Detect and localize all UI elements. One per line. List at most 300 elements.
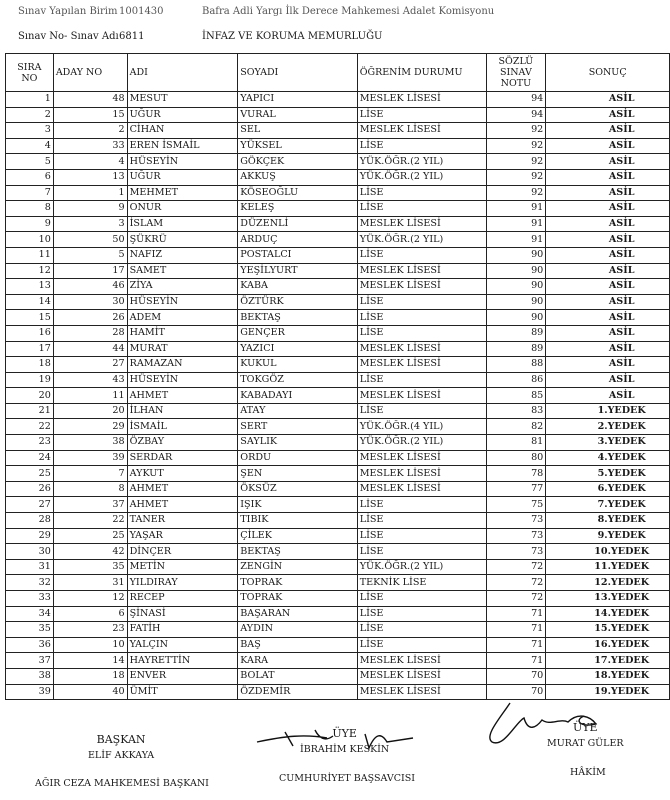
cell-aday-no: 40 (53, 684, 127, 700)
cell-ogrenim-durumu: MESLEK LİSESİ (357, 123, 486, 139)
col-ogrenim-durumu: ÖĞRENİM DURUMU (357, 54, 486, 92)
cell-sozlu-sinav-notu: 83 (486, 403, 546, 419)
table-row (6, 668, 670, 684)
cell-soyadi: ÖZTÜRK (238, 294, 357, 310)
cell-sira-no: 26 (6, 481, 54, 497)
table-header-row (6, 54, 670, 92)
table-row (6, 591, 670, 607)
cell-ogrenim-durumu: LİSE (357, 403, 486, 419)
cell-sonuc: 16.YEDEK (546, 637, 670, 653)
cell-adi: İSMAİL (127, 419, 238, 435)
cell-sozlu-sinav-notu: 90 (486, 294, 546, 310)
signature-block-uye1 (300, 727, 389, 755)
cell-ogrenim-durumu: LİSE (357, 325, 486, 341)
cell-sozlu-sinav-notu: 78 (486, 466, 546, 482)
cell-ogrenim-durumu: MESLEK LİSESİ (357, 466, 486, 482)
cell-sira-no: 12 (6, 263, 54, 279)
cell-sira-no: 35 (6, 622, 54, 638)
cell-aday-no: 22 (53, 513, 127, 529)
cell-aday-no: 7 (53, 466, 127, 482)
cell-aday-no: 11 (53, 388, 127, 404)
cell-ogrenim-durumu: LİSE (357, 107, 486, 123)
cell-adi: MURAT (127, 341, 238, 357)
cell-ogrenim-durumu: MESLEK LİSESİ (357, 388, 486, 404)
cell-sozlu-sinav-notu: 80 (486, 450, 546, 466)
table-row (6, 310, 670, 326)
cell-aday-no: 20 (53, 403, 127, 419)
table-row (6, 497, 670, 513)
cell-aday-no: 6 (53, 606, 127, 622)
cell-sonuc: ASİL (546, 263, 670, 279)
cell-aday-no: 25 (53, 528, 127, 544)
cell-sonuc: 2.YEDEK (546, 419, 670, 435)
cell-aday-no: 18 (53, 668, 127, 684)
cell-soyadi: ZENGİN (238, 559, 357, 575)
cell-aday-no: 27 (53, 357, 127, 373)
cell-soyadi: ŞEN (238, 466, 357, 482)
cell-sonuc: 11.YEDEK (546, 559, 670, 575)
cell-ogrenim-durumu: YÜK.ÖĞR.(2 YIL) (357, 559, 486, 575)
cell-sozlu-sinav-notu: 72 (486, 559, 546, 575)
cell-sira-no: 27 (6, 497, 54, 513)
cell-adi: AYKUT (127, 466, 238, 482)
table-row (6, 419, 670, 435)
cell-sira-no: 15 (6, 310, 54, 326)
cell-aday-no: 23 (53, 622, 127, 638)
table-row (6, 263, 670, 279)
cell-sira-no: 37 (6, 653, 54, 669)
cell-sozlu-sinav-notu: 90 (486, 310, 546, 326)
cell-ogrenim-durumu: LİSE (357, 247, 486, 263)
cell-sozlu-sinav-notu: 71 (486, 606, 546, 622)
cell-adi: YILDIRAY (127, 575, 238, 591)
cell-sonuc: 13.YEDEK (546, 591, 670, 607)
cell-adi: AHMET (127, 481, 238, 497)
cell-sira-no: 31 (6, 559, 54, 575)
table-row (6, 637, 670, 653)
cell-adi: HÜSEYİN (127, 154, 238, 170)
cell-sonuc: ASİL (546, 201, 670, 217)
cell-adi: ONUR (127, 201, 238, 217)
cell-soyadi: BOLAT (238, 668, 357, 684)
cell-sira-no: 21 (6, 403, 54, 419)
col-soyadi: SOYADI (238, 54, 357, 92)
cell-sira-no: 8 (6, 201, 54, 217)
table-row (6, 325, 670, 341)
cell-ogrenim-durumu: MESLEK LİSESİ (357, 684, 486, 700)
table-row (6, 513, 670, 529)
cell-sira-no: 4 (6, 138, 54, 154)
cell-aday-no: 3 (53, 216, 127, 232)
cell-adi: HÜSEYİN (127, 372, 238, 388)
cell-ogrenim-durumu: LİSE (357, 201, 486, 217)
cell-adi: SERDAR (127, 450, 238, 466)
cell-ogrenim-durumu: YÜK.ÖĞR.(2 YIL) (357, 435, 486, 451)
cell-sonuc: ASİL (546, 185, 670, 201)
cell-ogrenim-durumu: YÜK.ÖĞR.(2 YIL) (357, 169, 486, 185)
cell-soyadi: ORDU (238, 450, 357, 466)
cell-aday-no: 8 (53, 481, 127, 497)
cell-sozlu-sinav-notu: 90 (486, 247, 546, 263)
cell-soyadi: GÖKÇEK (238, 154, 357, 170)
cell-ogrenim-durumu: LİSE (357, 528, 486, 544)
col-sozlu-sinav-notu: SÖZLÜ SINAV NOTU (486, 54, 546, 92)
cell-aday-no: 38 (53, 435, 127, 451)
cell-adi: UĞUR (127, 107, 238, 123)
cell-sira-no: 36 (6, 637, 54, 653)
cell-adi: UĞUR (127, 169, 238, 185)
baskan-title: AĞIR CEZA MAHKEMESİ BAŞKANI (35, 778, 209, 789)
cell-ogrenim-durumu: MESLEK LİSESİ (357, 341, 486, 357)
cell-adi: NAFIZ (127, 247, 238, 263)
cell-sonuc: ASİL (546, 279, 670, 295)
cell-ogrenim-durumu: MESLEK LİSESİ (357, 450, 486, 466)
cell-sozlu-sinav-notu: 81 (486, 435, 546, 451)
table-row (6, 216, 670, 232)
cell-sozlu-sinav-notu: 72 (486, 591, 546, 607)
cell-ogrenim-durumu: LİSE (357, 637, 486, 653)
cell-sira-no: 32 (6, 575, 54, 591)
cell-sozlu-sinav-notu: 94 (486, 107, 546, 123)
cell-adi: ÖZBAY (127, 435, 238, 451)
cell-adi: AHMET (127, 388, 238, 404)
cell-adi: DİNÇER (127, 544, 238, 560)
cell-soyadi: DÜZENLİ (238, 216, 357, 232)
cell-aday-no: 9 (53, 201, 127, 217)
cell-sozlu-sinav-notu: 91 (486, 201, 546, 217)
baskan-role: BAŞKAN (96, 733, 146, 746)
cell-aday-no: 35 (53, 559, 127, 575)
cell-aday-no: 46 (53, 279, 127, 295)
cell-sonuc: 19.YEDEK (546, 684, 670, 700)
table-row (6, 559, 670, 575)
cell-sozlu-sinav-notu: 73 (486, 544, 546, 560)
cell-sozlu-sinav-notu: 94 (486, 92, 546, 108)
cell-aday-no: 42 (53, 544, 127, 560)
cell-ogrenim-durumu: LİSE (357, 622, 486, 638)
cell-soyadi: KARA (238, 653, 357, 669)
cell-soyadi: BEKTAŞ (238, 544, 357, 560)
cell-sozlu-sinav-notu: 92 (486, 169, 546, 185)
uye2-role: ÜYE (573, 721, 598, 734)
cell-adi: CİHAN (127, 123, 238, 139)
table-row (6, 388, 670, 404)
cell-sonuc: ASİL (546, 232, 670, 248)
cell-adi: ŞÜKRÜ (127, 232, 238, 248)
cell-sira-no: 23 (6, 435, 54, 451)
table-row (6, 341, 670, 357)
cell-soyadi: KUKUL (238, 357, 357, 373)
exam-name: İNFAZ VE KORUMA MEMURLUĞU (202, 31, 383, 42)
cell-sonuc: ASİL (546, 92, 670, 108)
cell-soyadi: YÜKSEL (238, 138, 357, 154)
cell-sozlu-sinav-notu: 73 (486, 528, 546, 544)
cell-soyadi: TOPRAK (238, 575, 357, 591)
cell-sozlu-sinav-notu: 91 (486, 232, 546, 248)
table-row (6, 653, 670, 669)
cell-sira-no: 25 (6, 466, 54, 482)
cell-adi: ÜMİT (127, 684, 238, 700)
cell-sira-no: 13 (6, 279, 54, 295)
cell-sonuc: ASİL (546, 357, 670, 373)
cell-sira-no: 22 (6, 419, 54, 435)
cell-sira-no: 39 (6, 684, 54, 700)
cell-soyadi: KELEŞ (238, 201, 357, 217)
cell-sira-no: 7 (6, 185, 54, 201)
cell-ogrenim-durumu: LİSE (357, 591, 486, 607)
cell-sira-no: 16 (6, 325, 54, 341)
cell-sonuc: ASİL (546, 388, 670, 404)
cell-soyadi: ARDUÇ (238, 232, 357, 248)
cell-sonuc: 10.YEDEK (546, 544, 670, 560)
cell-sozlu-sinav-notu: 89 (486, 341, 546, 357)
cell-aday-no: 43 (53, 372, 127, 388)
cell-sonuc: 9.YEDEK (546, 528, 670, 544)
cell-ogrenim-durumu: MESLEK LİSESİ (357, 92, 486, 108)
cell-adi: RECEP (127, 591, 238, 607)
table-row (6, 372, 670, 388)
cell-sira-no: 24 (6, 450, 54, 466)
baskan-name: ELİF AKKAYA (88, 750, 155, 761)
cell-sonuc: ASİL (546, 123, 670, 139)
cell-aday-no: 29 (53, 419, 127, 435)
cell-aday-no: 14 (53, 653, 127, 669)
cell-sonuc: ASİL (546, 138, 670, 154)
cell-adi: HAYRETTİN (127, 653, 238, 669)
cell-sira-no: 1 (6, 92, 54, 108)
cell-ogrenim-durumu: LİSE (357, 497, 486, 513)
cell-soyadi: ÖZDEMİR (238, 684, 357, 700)
cell-adi: YALÇIN (127, 637, 238, 653)
cell-aday-no: 5 (53, 247, 127, 263)
cell-sozlu-sinav-notu: 73 (486, 513, 546, 529)
cell-aday-no: 15 (53, 107, 127, 123)
cell-aday-no: 2 (53, 123, 127, 139)
exam-code: 6811 (119, 31, 145, 42)
cell-sonuc: 5.YEDEK (546, 466, 670, 482)
table-row (6, 435, 670, 451)
cell-sonuc: 4.YEDEK (546, 450, 670, 466)
cell-soyadi: YAZICI (238, 341, 357, 357)
cell-soyadi: YAPICI (238, 92, 357, 108)
cell-sira-no: 10 (6, 232, 54, 248)
cell-adi: ENVER (127, 668, 238, 684)
cell-adi: MEHMET (127, 185, 238, 201)
cell-aday-no: 39 (53, 450, 127, 466)
cell-ogrenim-durumu: MESLEK LİSESİ (357, 279, 486, 295)
cell-ogrenim-durumu: LİSE (357, 185, 486, 201)
col-aday-no: ADAY NO (53, 54, 127, 92)
cell-soyadi: TOPRAK (238, 591, 357, 607)
uye1-role: ÜYE (332, 727, 357, 740)
uye1-title: CUMHURİYET BAŞSAVCISI (279, 773, 415, 784)
cell-soyadi: SAYLIK (238, 435, 357, 451)
cell-adi: METİN (127, 559, 238, 575)
cell-sonuc: ASİL (546, 372, 670, 388)
cell-soyadi: YEŞİLYURT (238, 263, 357, 279)
cell-sozlu-sinav-notu: 92 (486, 185, 546, 201)
table-row (6, 123, 670, 139)
cell-sonuc: ASİL (546, 341, 670, 357)
table-row (6, 201, 670, 217)
cell-sira-no: 17 (6, 341, 54, 357)
cell-adi: AHMET (127, 497, 238, 513)
cell-sonuc: ASİL (546, 325, 670, 341)
cell-adi: ADEM (127, 310, 238, 326)
cell-sira-no: 28 (6, 513, 54, 529)
cell-adi: YAŞAR (127, 528, 238, 544)
cell-sira-no: 5 (6, 154, 54, 170)
cell-soyadi: GENÇER (238, 325, 357, 341)
cell-sozlu-sinav-notu: 70 (486, 668, 546, 684)
cell-sozlu-sinav-notu: 92 (486, 138, 546, 154)
unit-code: 1001430 (119, 6, 164, 17)
cell-adi: HÜSEYİN (127, 294, 238, 310)
cell-sonuc: 12.YEDEK (546, 575, 670, 591)
table-row (6, 169, 670, 185)
cell-sira-no: 18 (6, 357, 54, 373)
cell-soyadi: SERT (238, 419, 357, 435)
cell-sira-no: 2 (6, 107, 54, 123)
signature-block-uye2 (547, 721, 624, 749)
table-row (6, 138, 670, 154)
cell-ogrenim-durumu: MESLEK LİSESİ (357, 481, 486, 497)
cell-ogrenim-durumu: MESLEK LİSESİ (357, 357, 486, 373)
cell-aday-no: 28 (53, 325, 127, 341)
cell-sozlu-sinav-notu: 82 (486, 419, 546, 435)
cell-sozlu-sinav-notu: 92 (486, 123, 546, 139)
cell-aday-no: 31 (53, 575, 127, 591)
cell-soyadi: VURAL (238, 107, 357, 123)
cell-sozlu-sinav-notu: 89 (486, 325, 546, 341)
cell-sozlu-sinav-notu: 77 (486, 481, 546, 497)
table-row (6, 481, 670, 497)
cell-sonuc: 14.YEDEK (546, 606, 670, 622)
cell-soyadi: KABADAYI (238, 388, 357, 404)
cell-aday-no: 33 (53, 138, 127, 154)
cell-soyadi: AYDIN (238, 622, 357, 638)
table-row (6, 606, 670, 622)
cell-ogrenim-durumu: MESLEK LİSESİ (357, 216, 486, 232)
cell-sozlu-sinav-notu: 72 (486, 575, 546, 591)
cell-ogrenim-durumu: YÜK.ÖĞR.(2 YIL) (357, 232, 486, 248)
cell-sira-no: 9 (6, 216, 54, 232)
cell-adi: ŞİNASİ (127, 606, 238, 622)
cell-aday-no: 26 (53, 310, 127, 326)
cell-ogrenim-durumu: YÜK.ÖĞR.(4 YIL) (357, 419, 486, 435)
table-row (6, 247, 670, 263)
cell-sonuc: 6.YEDEK (546, 481, 670, 497)
col-sonuc: SONUÇ (546, 54, 670, 92)
cell-sonuc: ASİL (546, 216, 670, 232)
table-row (6, 279, 670, 295)
cell-ogrenim-durumu: LİSE (357, 513, 486, 529)
cell-sozlu-sinav-notu: 75 (486, 497, 546, 513)
cell-sira-no: 20 (6, 388, 54, 404)
cell-soyadi: POSTALCI (238, 247, 357, 263)
cell-adi: HAMİT (127, 325, 238, 341)
table-row (6, 92, 670, 108)
cell-sonuc: 8.YEDEK (546, 513, 670, 529)
cell-adi: EREN İSMAİL (127, 138, 238, 154)
cell-adi: ZİYA (127, 279, 238, 295)
cell-sira-no: 33 (6, 591, 54, 607)
cell-sozlu-sinav-notu: 88 (486, 357, 546, 373)
cell-sonuc: ASİL (546, 154, 670, 170)
cell-soyadi: BEKTAŞ (238, 310, 357, 326)
cell-soyadi: ÇİLEK (238, 528, 357, 544)
cell-aday-no: 1 (53, 185, 127, 201)
cell-sira-no: 11 (6, 247, 54, 263)
cell-soyadi: BAŞARAN (238, 606, 357, 622)
cell-sonuc: 18.YEDEK (546, 668, 670, 684)
cell-aday-no: 50 (53, 232, 127, 248)
cell-ogrenim-durumu: LİSE (357, 544, 486, 560)
cell-sozlu-sinav-notu: 71 (486, 653, 546, 669)
cell-soyadi: KABA (238, 279, 357, 295)
table-row (6, 575, 670, 591)
cell-aday-no: 12 (53, 591, 127, 607)
cell-sonuc: 17.YEDEK (546, 653, 670, 669)
cell-sonuc: 15.YEDEK (546, 622, 670, 638)
cell-sonuc: 7.YEDEK (546, 497, 670, 513)
cell-sonuc: 1.YEDEK (546, 403, 670, 419)
cell-aday-no: 37 (53, 497, 127, 513)
cell-ogrenim-durumu: MESLEK LİSESİ (357, 263, 486, 279)
cell-soyadi: ÖKSÜZ (238, 481, 357, 497)
table-row (6, 466, 670, 482)
table-row (6, 294, 670, 310)
cell-adi: FATİH (127, 622, 238, 638)
table-row (6, 357, 670, 373)
cell-soyadi: IŞIK (238, 497, 357, 513)
cell-sira-no: 14 (6, 294, 54, 310)
cell-soyadi: BAŞ (238, 637, 357, 653)
uye2-name: MURAT GÜLER (547, 738, 624, 749)
cell-aday-no: 10 (53, 637, 127, 653)
col-sira-no: SIRA NO (6, 54, 54, 92)
cell-soyadi: AKKUŞ (238, 169, 357, 185)
cell-aday-no: 30 (53, 294, 127, 310)
cell-ogrenim-durumu: MESLEK LİSESİ (357, 653, 486, 669)
cell-soyadi: SEL (238, 123, 357, 139)
cell-ogrenim-durumu: LİSE (357, 372, 486, 388)
cell-sozlu-sinav-notu: 70 (486, 684, 546, 700)
cell-sonuc: ASİL (546, 247, 670, 263)
cell-ogrenim-durumu: MESLEK LİSESİ (357, 668, 486, 684)
unit-name: Bafra Adli Yargı İlk Derece Mahkemesi Adalet Komisyonu (202, 6, 495, 17)
cell-soyadi: KÖSEOĞLU (238, 185, 357, 201)
cell-adi: TANER (127, 513, 238, 529)
results-table (5, 53, 670, 700)
unit-label: Sınav Yapılan Birim (18, 6, 118, 17)
cell-ogrenim-durumu: LİSE (357, 138, 486, 154)
cell-sonuc: ASİL (546, 310, 670, 326)
cell-sozlu-sinav-notu: 86 (486, 372, 546, 388)
cell-ogrenim-durumu: TEKNİK LİSE (357, 575, 486, 591)
cell-soyadi: TIBIK (238, 513, 357, 529)
cell-sira-no: 34 (6, 606, 54, 622)
cell-adi: İLHAN (127, 403, 238, 419)
cell-sozlu-sinav-notu: 91 (486, 216, 546, 232)
table-row (6, 622, 670, 638)
cell-ogrenim-durumu: LİSE (357, 294, 486, 310)
cell-ogrenim-durumu: YÜK.ÖĞR.(2 YIL) (357, 154, 486, 170)
cell-sozlu-sinav-notu: 71 (486, 622, 546, 638)
cell-aday-no: 4 (53, 154, 127, 170)
cell-adi: SAMET (127, 263, 238, 279)
cell-adi: RAMAZAN (127, 357, 238, 373)
